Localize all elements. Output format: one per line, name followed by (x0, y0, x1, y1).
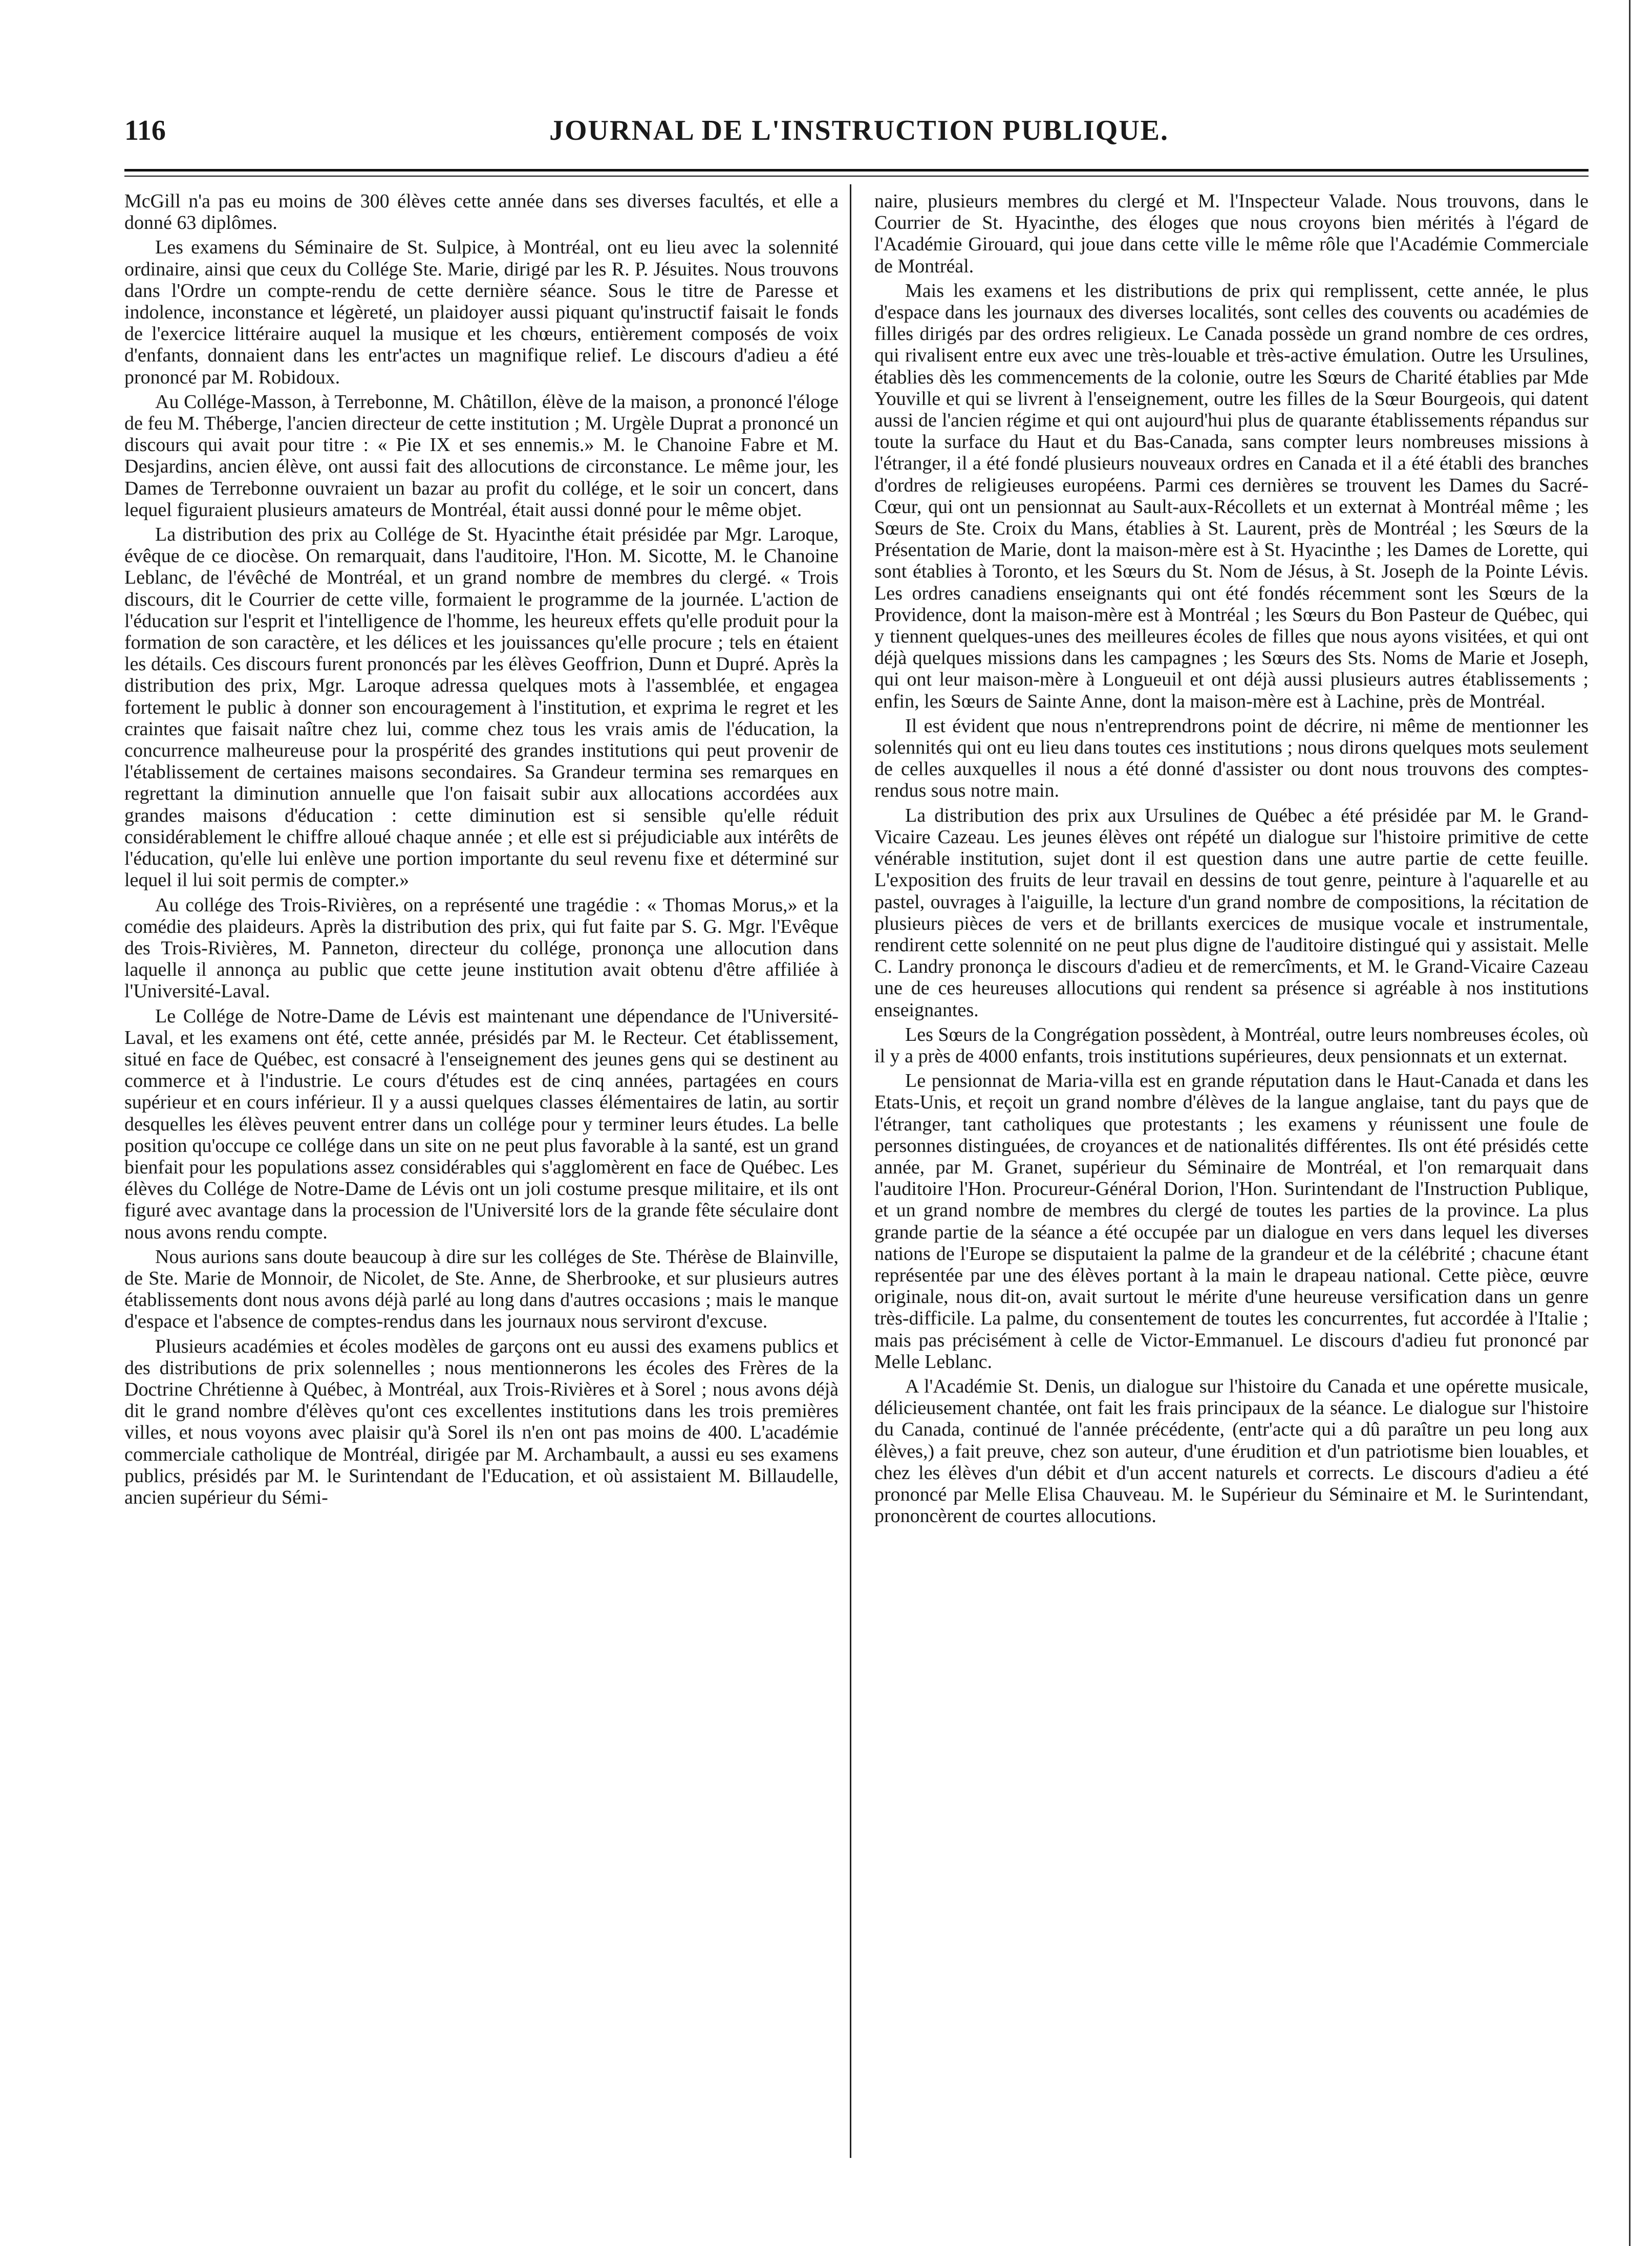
paragraph: La distribution des prix au Collége de St. Hyacinthe était présidée par Mgr. Laroque, évêque de ce diocèse. On remarquait, dans l'auditoire, l'Hon. M. Sicotte, M. le Chanoine Leblanc, de l'évêché de Montréal, et un grand nombre de membres du clergé. « Trois discours, dit le Courrier de cette ville, formaient le programme de la journée. L'action de l'éducation sur l'esprit et l'intelligence de l'homme, les heureux effets qu'elle produit pour la formation de son caractère, et les délices et les jouissances qu'elle procure ; tels en étaient les détails. Ces discours furent prononcés par les élèves Geoffrion, Dunn et Dupré. Après la distribution des prix, Mgr. Laroque adressa quelques mots à l'assemblée, et engagea fortement le public à donner son encouragement à l'institution, et exprima le regret et les craintes que faisait naître chez lui, comme chez tous les vrais amis de l'éducation, la concurrence malheureuse pour la prospérité des grandes institutions qui peut provenir de l'établissement de certaines maisons secondaires. Sa Grandeur termina ses remarques en regrettant la diminution annuelle que l'on faisait subir aux allocations accordées aux grandes maisons d'éducation : cette diminution est si sensible qu'elle réduit considérablement le chiffre alloué chaque année ; et elle est si préjudiciable aux intérêts de l'éducation, qu'elle lui enlève une portion importante du seul revenu fixe et déterminé sur lequel il lui soit permis de compter.» (124, 524, 839, 891)
paragraph: Le Collége de Notre-Dame de Lévis est maintenant une dépendance de l'Université-Laval, et les examens ont été, cette année, présidés par M. le Recteur. Cet établissement, situé en face de Québec, est consacré à l'enseignement des jeunes gens qui se destinent au commerce et à l'industrie. Le cours d'études est de cinq années, partagées en cours supérieur et en cours inférieur. Il y a aussi quelques classes élémentaires de latin, au sortir desquelles les élèves peuvent entrer dans un collége pour y terminer leurs études. La belle position qu'occupe ce collége dans un site on ne peut plus favorable à la santé, est un grand bienfait pour les populations assez considérables qui s'agglomèrent en face de Québec. Les élèves du Collége de Notre-Dame de Lévis ont un joli costume presque militaire, et ils ont figuré avec avantage dans la procession de l'Université lors de la grande fête séculaire dont nous avons rendu compte. (124, 1005, 839, 1243)
page-edge-line (1629, 0, 1630, 2246)
column-divider (850, 184, 851, 2158)
paragraph: McGill n'a pas eu moins de 300 élèves cette année dans ses diverses facultés, et elle a donné 63 diplômes. (124, 190, 839, 234)
paragraph: Plusieurs académies et écoles modèles de garçons ont eu aussi des examens publics et des distributions de prix solennelles ; nous mentionnerons les écoles des Frères de la Doctrine Chrétienne à Québec, à Montréal, aux Trois-Rivières et à Sorel ; nous avons déjà dit le grand nombre d'élèves qu'ont ces excellentes institutions dans les trois premières villes, et nous voyons avec plaisir qu'à Sorel ils n'en ont pas moins de 400. L'académie commerciale catholique de Montréal, dirigée par M. Archambault, a aussi eu ses examens publics, présidés par M. le Surintendant de l'Education, et où assistaient M. Billaudelle, ancien supérieur du Sémi- (124, 1335, 839, 1508)
paragraph: Le pensionnat de Maria-villa est en grande réputation dans le Haut-Canada et dans les Etats-Unis, et reçoit un grand nombre d'élèves de la langue anglaise, tant du pays que de l'étranger, tant catholiques que protestants ; les examens y réunissent une foule de personnes distinguées, de croyances et de nationalités différentes. Ils ont été présidés cette année, par M. Granet, supérieur du Séminaire de Montréal, et l'on remarquait dans l'auditoire l'Hon. Procureur-Général Dorion, l'Hon. Surintendant de l'Instruction Publique, et un grand nombre de membres du clergé de toutes les parties de la province. La plus grande partie de la séance a été occupée par un dialogue en vers dans lequel les diverses nations de l'Europe se disputaient la palme de la grandeur et de la célébrité ; chacune étant représentée par une des élèves portant à la main le drapeau national. Cette pièce, œuvre originale, nous dit-on, avait surtout le mérite d'une heureuse versification dans un genre très-difficile. La palme, du consentement de toutes les concurrentes, fut accordée à l'Italie ; mais pas précisément à celle de Victor-Emmanuel. Le discours d'adieu fut prononcé par Melle Leblanc. (874, 1070, 1589, 1373)
left-column (124, 190, 839, 2162)
page-header (124, 110, 1589, 166)
paragraph: A l'Académie St. Denis, un dialogue sur l'histoire du Canada et une opérette musicale, délicieusement chantée, ont fait les frais principaux de la séance. Le dialogue sur l'histoire du Canada, continué de l'année précédente, (entr'acte qui a dû paraître un peu long aux élèves,) a fait preuve, chez son auteur, d'une érudition et d'un patriotisme bien louables, et chez les élèves d'un débit et d'un accent naturels et corrects. Le discours d'adieu a été prononcé par Melle Elisa Chauveau. M. le Supérieur du Séminaire et M. le Surintendant, prononcèrent de courtes allocutions. (874, 1375, 1589, 1527)
paragraph: Les Sœurs de la Congrégation possèdent, à Montréal, outre leurs nombreuses écoles, où il y a près de 4000 enfants, trois institutions supérieures, deux pensionnats et un externat. (874, 1023, 1589, 1067)
header-rule-thick (124, 169, 1589, 172)
paragraph: Il est évident que nous n'entreprendrons point de décrire, ni même de mentionner les solennités qui ont eu lieu dans toutes ces institutions ; nous dirons quelques mots seulement de celles auxquelles il nous a été donné d'assister ou dont nous trouvons des comptes-rendus sous notre main. (874, 715, 1589, 802)
running-title: JOURNAL DE L'INSTRUCTION PUBLIQUE. (549, 115, 1169, 146)
paragraph: Les examens du Séminaire de St. Sulpice, à Montréal, ont eu lieu avec la solennité ordinaire, ainsi que ceux du Collége Ste. Marie, dirigé par les R. P. Jésuites. Nous trouvons dans l'Ordre un compte-rendu de cette dernière séance. Sous le titre de Paresse et indolence, inconstance et légèreté, un plaidoyer aussi piquant qu'instructif faisait le fonds de l'exercice littéraire auquel la musique et les chœurs, entièrement composés de voix d'enfants, donnaient dans les entr'actes un magnifique relief. Le discours d'adieu a été prononcé par M. Robidoux. (124, 237, 839, 388)
paragraph: Nous aurions sans doute beaucoup à dire sur les colléges de Ste. Thérèse de Blainville, de Ste. Marie de Monnoir, de Nicolet, de Ste. Anne, de Sherbrooke, et sur plusieurs autres établissements dont nous avons déjà parlé au long dans d'autres occasions ; mais le manque d'espace et l'absence de comptes-rendus dans les journaux nous serviront d'excuse. (124, 1246, 839, 1333)
paragraph: Au Collége-Masson, à Terrebonne, M. Châtillon, élève de la maison, a prononcé l'éloge de feu M. Théberge, l'ancien directeur de cette institution ; M. Urgèle Duprat a prononcé un discours qui avait pour titre : « Pie IX et ses ennemis.» M. le Chanoine Fabre et M. Desjardins, ancien élève, ont aussi fait des allocutions de circonstance. Le même jour, les Dames de Terrebonne ouvraient un bazar au profit du collége, et le soir un concert, dans lequel figuraient plusieurs amateurs de Montréal, était aussi donné pour le même objet. (124, 391, 839, 521)
paragraph: La distribution des prix aux Ursulines de Québec a été présidée par M. le Grand-Vicaire Cazeau. Les jeunes élèves ont répété un dialogue sur l'histoire primitive de cette vénérable institution, sujet dont il est question dans une autre partie de cette feuille. L'exposition des fruits de leur travail en dessins de tout genre, peinture à l'aquarelle et au pastel, ouvrages à l'aiguille, la lecture d'un grand nombre de compositions, la récitation de plusieurs pièces de vers et de brillants exercices de musique vocale et instrumentale, rendirent cette solennité on ne peut plus digne de l'auditoire distingué qui y assistait. Melle C. Landry prononça le discours d'adieu et de remercîments, et M. le Grand-Vicaire Cazeau une de ces heureuses allocutions qui rendent sa présence si agréable à nos institutions enseignantes. (874, 804, 1589, 1021)
header-rule-thin (124, 176, 1589, 177)
paragraph: Mais les examens et les distributions de prix qui remplissent, cette année, le plus d'espace dans les journaux des diverses localités, sont celles des couvents ou académies de filles dirigés par des ordres religieux. Le Canada possède un grand nombre de ces ordres, qui rivalisent entre eux avec une très-louable et très-active émulation. Outre les Ursulines, établies dès les commencements de la colonie, outre les Sœurs de Charité établies par Mde Youville et qui se livrent à l'enseignement, outre les filles de la Sœur Bourgeois, qui datent aussi de l'ancien régime et qui ont aujourd'hui plus de quarante établissements répandus sur toute la surface du Haut et du Bas-Canada, sans compter leurs nombreuses missions à l'étranger, il a été fondé plusieurs nouveaux ordres en Canada et il a été établi des branches d'ordres de religieuses européens. Parmi ces dernières se trouvent les Dames du Sacré-Cœur, qui ont un pensionnat au Sault-aux-Récollets et un externat à Montréal même ; les Sœurs de Ste. Croix du Mans, établies à St. Laurent, près de Montréal ; les Sœurs de la Présentation de Marie, dont la maison-mère est à St. Hyacinthe ; les Dames de Lorette, qui sont établies à Toronto, et les Sœurs du St. Nom de Jésus, à St. Joseph de la Pointe Lévis. Les ordres canadiens enseignants qui ont été fondés récemment sont les Sœurs de la Providence, dont la maison-mère est à Montréal ; les Sœurs du Bon Pasteur de Québec, qui y tiennent quelques-unes des meilleures écoles de filles que nous ayons visitées, et qui ont déjà quelques missions dans les campagnes ; les Sœurs des Sts. Noms de Marie et Joseph, qui ont leur maison-mère à Longueuil et ont déjà aussi plusieurs autres établissements ; enfin, les Sœurs de Sainte Anne, dont la maison-mère est à Lachine, près de Montréal. (874, 280, 1589, 712)
paragraph: Au collége des Trois-Rivières, on a représenté une tragédie : « Thomas Morus,» et la comédie des plaideurs. Après la distribution des prix, qui fut faite par S. G. Mgr. l'Evêque des Trois-Rivières, M. Panneton, directeur du collége, prononça une allocution dans laquelle il annonça au public que cette jeune institution avait obtenu d'être affiliée à l'Université-Laval. (124, 894, 839, 1002)
right-column (874, 190, 1589, 2162)
page-number: 116 (124, 115, 166, 146)
paragraph: naire, plusieurs membres du clergé et M. l'Inspecteur Valade. Nous trouvons, dans le Courrier de St. Hyacinthe, des éloges que nous croyons bien mérités à l'égard de l'Académie Girouard, qui joue dans cette ville le même rôle que l'Académie Commerciale de Montréal. (874, 190, 1589, 277)
